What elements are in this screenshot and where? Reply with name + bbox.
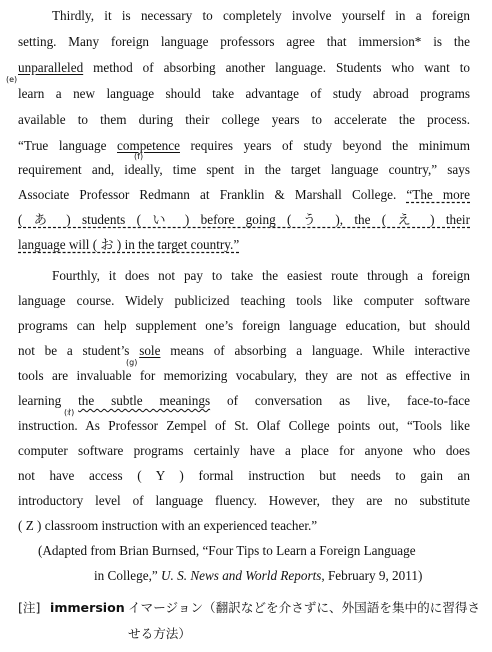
p2-line-1: Fourthly, it does not pay to take the easiest route through a foreign [52,268,470,283]
underlined-unparalleled: unparalleled [18,60,84,75]
p2-line-2: language course. Widely publicized teaching tools like computer software [18,293,470,308]
p1-line-1: Thirdly, it is necessary to completely involve yourself in a foreign [52,8,470,23]
p1-line-6: “True language competence requires years of study beyond the minimum [18,138,470,153]
p1-line-2: setting. Many foreign language professors agree that immersion* is the [18,34,470,49]
underlined-competence: competence [117,138,180,153]
wavy-underline-subtle-meanings: the subtle meanings [78,393,211,408]
p2-line-3: programs can help supplement one’s foreign language education, but should [18,318,470,333]
note-label: [注] [18,600,41,615]
p1-line-10: language will ( お ) in the target country.” [18,237,240,252]
dashed-underline-the-more: “The more [406,187,470,202]
citation-line-2: in College,” U. S. News and World Reports, February 9, 2011) [94,568,423,583]
citation-line-1: (Adapted from Brian Burnsed, “Four Tips to Learn a Foreign Language [38,543,416,558]
note-line-1: イマージョン（翻訳などを介さずに、外国語を集中的に習得さ [128,600,481,615]
p2-line-11: ( Z ) classroom instruction with an experienced teacher.” [18,518,318,533]
p2-line-6: learning the subtle meanings of conversation as live, face-to-face [18,393,470,408]
marker-f: (f) [134,152,144,161]
p1-line-3: unparalleled method of absorbing another language. Students who want to [18,60,470,75]
p1-line-4: learn a new language should take advantage of study abroad programs [18,86,470,101]
p2-line-9: not have access ( Y ) formal instruction but needs to gain an [18,468,470,483]
note-line-2: せる方法） [128,626,191,641]
underlined-sole: sole [139,343,161,358]
p1-line-9-blanks: ( あ ) students ( い ) before going ( う ), the ( え ) their [18,212,470,227]
p2-line-7: instruction. As Professor Zempel of St. Olaf College points out, “Tools like [18,418,470,433]
note-term: immersion [50,600,125,615]
p1-line-7: requirement and, ideally, time spent in the target language country,” says [18,162,470,177]
p1-line-8: Associate Professor Redmann at Franklin & Marshall College. “The more [18,187,470,202]
marker-o: (ｵ) [64,408,75,417]
p2-line-4: not be a student’s sole means of absorbing a language. While interactive [18,343,470,358]
p2-line-5: tools are invaluable for memorizing vocabulary, they are not as effective in [18,368,470,383]
citation-journal: U. S. News and World Reports [161,568,322,583]
p2-line-10: introductory level of language fluency. However, they are no substitute [18,493,470,508]
p1-line-5: available to them during their college years to accelerate the process. [18,112,470,127]
p2-line-8: computer software programs certainly have a place for anyone who does [18,443,470,458]
marker-e: (e) [6,75,18,84]
marker-g: (g) [126,358,138,367]
